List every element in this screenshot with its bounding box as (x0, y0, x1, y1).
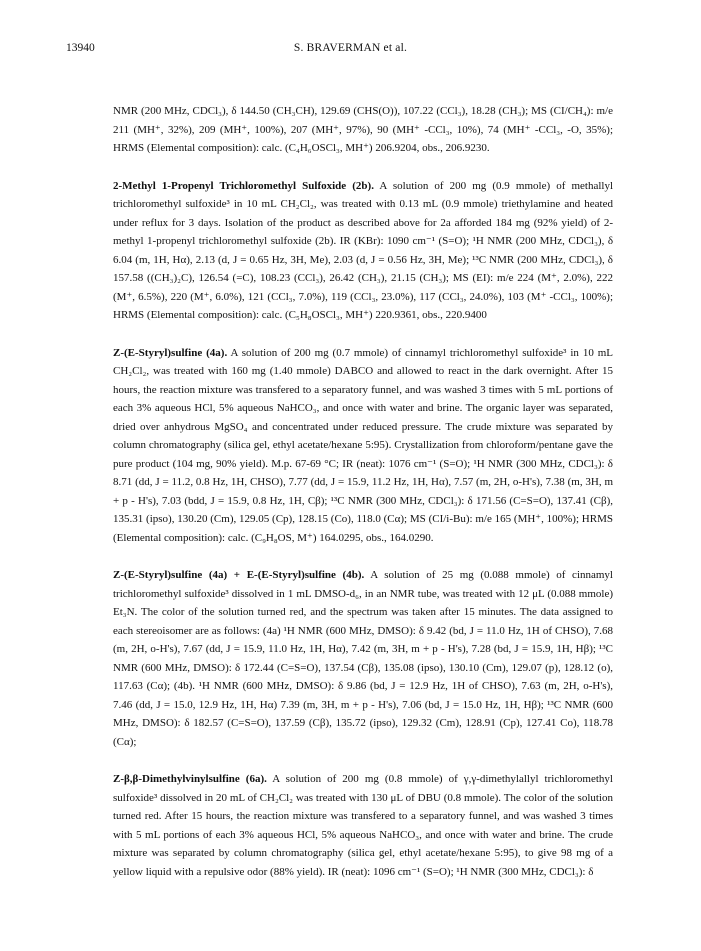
paragraph-text: A solution of 200 mg (0.9 mmole) of methallyl trichloromethyl sulfoxide³ in 10 mL CH₂Cl₂, was treated with 0.13 mL (0.9 mmole) triethylamine and heated under reflux for 3 days. Isolation of the product as described above for 2a afforded 184 mg (92% yield) of 2-methyl 1-propenyl trichloromethyl sulfoxide (2b). IR (KBr): 1090 cm⁻¹ (S=O); ¹H NMR (200 MHz, CDCl₃), δ 6.04 (m, 1H, Hα), 2.13 (d, J = 0.65 Hz, 3H, Me), 2.03 (d, J = 0.56 Hz, 3H, Me); ¹³C NMR (200 MHz, CDCl₃), δ 157.58 ((CH₃)₂C), 126.54 (=C), 108.23 (CCl₃), 26.42 (CH₃), 21.15 (CH₃); MS (EI): m/e 224 (M⁺, 2.0%), 222 (M⁺, 6.5%), 220 (M⁺, 6.0%), 121 (CCl₃, 7.0%), 119 (CCl₃, 23.0%), 117 (CCl₃, 24.0%), 103 (M⁺ -CCl₃, 100%); HRMS (Elemental composition): calc. (C₅H₈OSCl₃, MH⁺) 220.9361, obs., 220.9400 (113, 179, 613, 321)
paragraph-title: 2-Methyl 1-Propenyl Trichloromethyl Sulfoxide (2b). (113, 179, 374, 192)
paragraph-compound-4a-4b (113, 566, 613, 751)
paragraph-compound-6a (113, 770, 613, 881)
page-number: 13940 (66, 42, 95, 54)
paragraph-text: NMR (200 MHz, CDCl₃), δ 144.50 (CH₃CH), 129.69 (CHS(O)), 107.22 (CCl₃), 18.28 (CH₃); MS (CI/CH₄): m/e 211 (MH⁺, 32%), 209 (MH⁺, 100%), 207 (MH⁺, 97%), 90 (MH⁺ -CCl₃, 10%), 74 (MH⁺ -CCl₃, -O, 35%); HRMS (Elemental composition): calc. (C₄H₆OSCl₃, MH⁺) 206.9204, obs., 206.9230. (113, 105, 613, 154)
paragraph-title: Z-β,β-Dimethylvinylsulfine (6a). (113, 773, 267, 785)
page-header (66, 42, 635, 58)
paragraph-title: Z-(E-Styryl)sulfine (4a). (113, 346, 228, 359)
running-head: S. BRAVERMAN et al. (293, 42, 408, 54)
paragraph-nmr-continuation (113, 102, 613, 158)
paragraph-compound-2b (113, 177, 613, 325)
paragraph-text: A solution of 25 mg (0.088 mmole) of cinnamyl trichloromethyl sulfoxide³ dissolved in 1 mL DMSO-d₆, in an NMR tube, was treated with 12 μL (0.088 mmole) Et₃N. The color of the solution turned red, and the spectrum was taken after 15 minutes. The data assigned to each stereoisomer are as follows: (4a) ¹H NMR (600 MHz, DMSO): δ 9.42 (bd, J = 11.0 Hz, 1H of CHSO), 7.68 (m, 2H, o-H's), 7.67 (dd, J = 15.9, 11.0 Hz, 1H, Hα), 7.42 (m, 3H, m + p - H's), 7.28 (bd, J = 15.9, 1H, Hβ); ¹³C NMR (600 MHz, DMSO): δ 172.44 (C=S=O), 137.54 (Cβ), 135.08 (ipso), 130.10 (Cm), 129.07 (p), 128.12 (o), 117.63 (Cα); (4b). ¹H NMR (600 MHz, DMSO): δ 9.86 (bd, J = 12.9 Hz, 1H of CHSO), 7.63 (m, 2H, o-H's), 7.46 (dd, J = 15.0, 12.9 Hz, 1H, Hα) 7.39 (m, 3H, m + p - H's), 7.06 (bd, J = 15.0 Hz, 1H, Hβ); ¹³C NMR (600 MHz, DMSO): δ 182.57 (C=S=O), 137.59 (Cβ), 135.72 (ipso), 129.32 (Cm), 128.91 (Cp), 127.41 Co), 118.78 (Cα); (113, 569, 613, 748)
article-body (113, 102, 613, 900)
paragraph-title: Z-(E-Styryl)sulfine (4a) + E-(E-Styryl)sulfine (4b). (113, 569, 365, 581)
paragraph-text: A solution of 200 mg (0.7 mmole) of cinnamyl trichloromethyl sulfoxide³ in 10 mL CH₂Cl₂, was treated with 160 mg (1.40 mmole) DABCO and allowed to react in the dark overnight. After 15 hours, the reaction mixture was transfered to a separatory funnel, and was washed 3 times with 5 mL portions of each 3% aqueous HCl, 5% aqueous NaHCO₃, and once with water and brine. The organic layer was separated, dried over anhydrous MgSO₄ and concentrated under reduced pressure. The crude mixture was separated by column chromatography (silica gel, ethyl acetate/hexane 5:95). Crystallization from chloroform/pentane gave the pure product (104 mg, 90% yield). M.p. 67-69 °C; IR (neat): 1076 cm⁻¹ (S=O); ¹H NMR (300 MHz, CDCl₃): δ 8.71 (dd, J = 11.2, 0.8 Hz, 1H, CHSO), 7.77 (dd, J = 15.9, 11.2 Hz, 1H, Hα), 7.57 (m, 2H, o-H's), 7.38 (m, 3H, m + p - H's), 7.03 (bdd, J = 15.9, 0.8 Hz, 1H, Cβ); ¹³C NMR (300 MHz, CDCl₃): δ 171.56 (C=S=O), 137.41 (Cβ), 135.31 (ipso), 130.20 (Cm), 129.05 (Cp), 128.15 (Co), 118.0 (Cα); MS (CI/i-Bu): m/e 165 (MH⁺, 100%); HRMS (Elemental composition): calc. (C₉H₈OS, M⁺) 164.0295, obs., 164.0290. (113, 346, 613, 544)
paragraph-compound-4a (113, 344, 613, 548)
paragraph-text: A solution of 200 mg (0.8 mmole) of γ,γ-dimethylallyl trichloromethyl sulfoxide³ dissolved in 20 mL of CH₂Cl₂ was treated with 130 μL of DBU (0.8 mmole). The color of the solution turned red. After 15 hours, the reaction mixture was transfered to a separatory funnel, and was washed 3 times with 5 mL portions of each 3% aqueous HCl, 5% aqueous NaHCO₃, and once with water and brine. The crude mixture was separated by column chromatography (silica gel, ethyl acetate/hexane 5:95), to give 98 mg of a yellow liquid with a repulsive odor (88% yield). IR (neat): 1096 cm⁻¹ (S=O); ¹H NMR (300 MHz, CDCl₃): δ (113, 773, 613, 878)
